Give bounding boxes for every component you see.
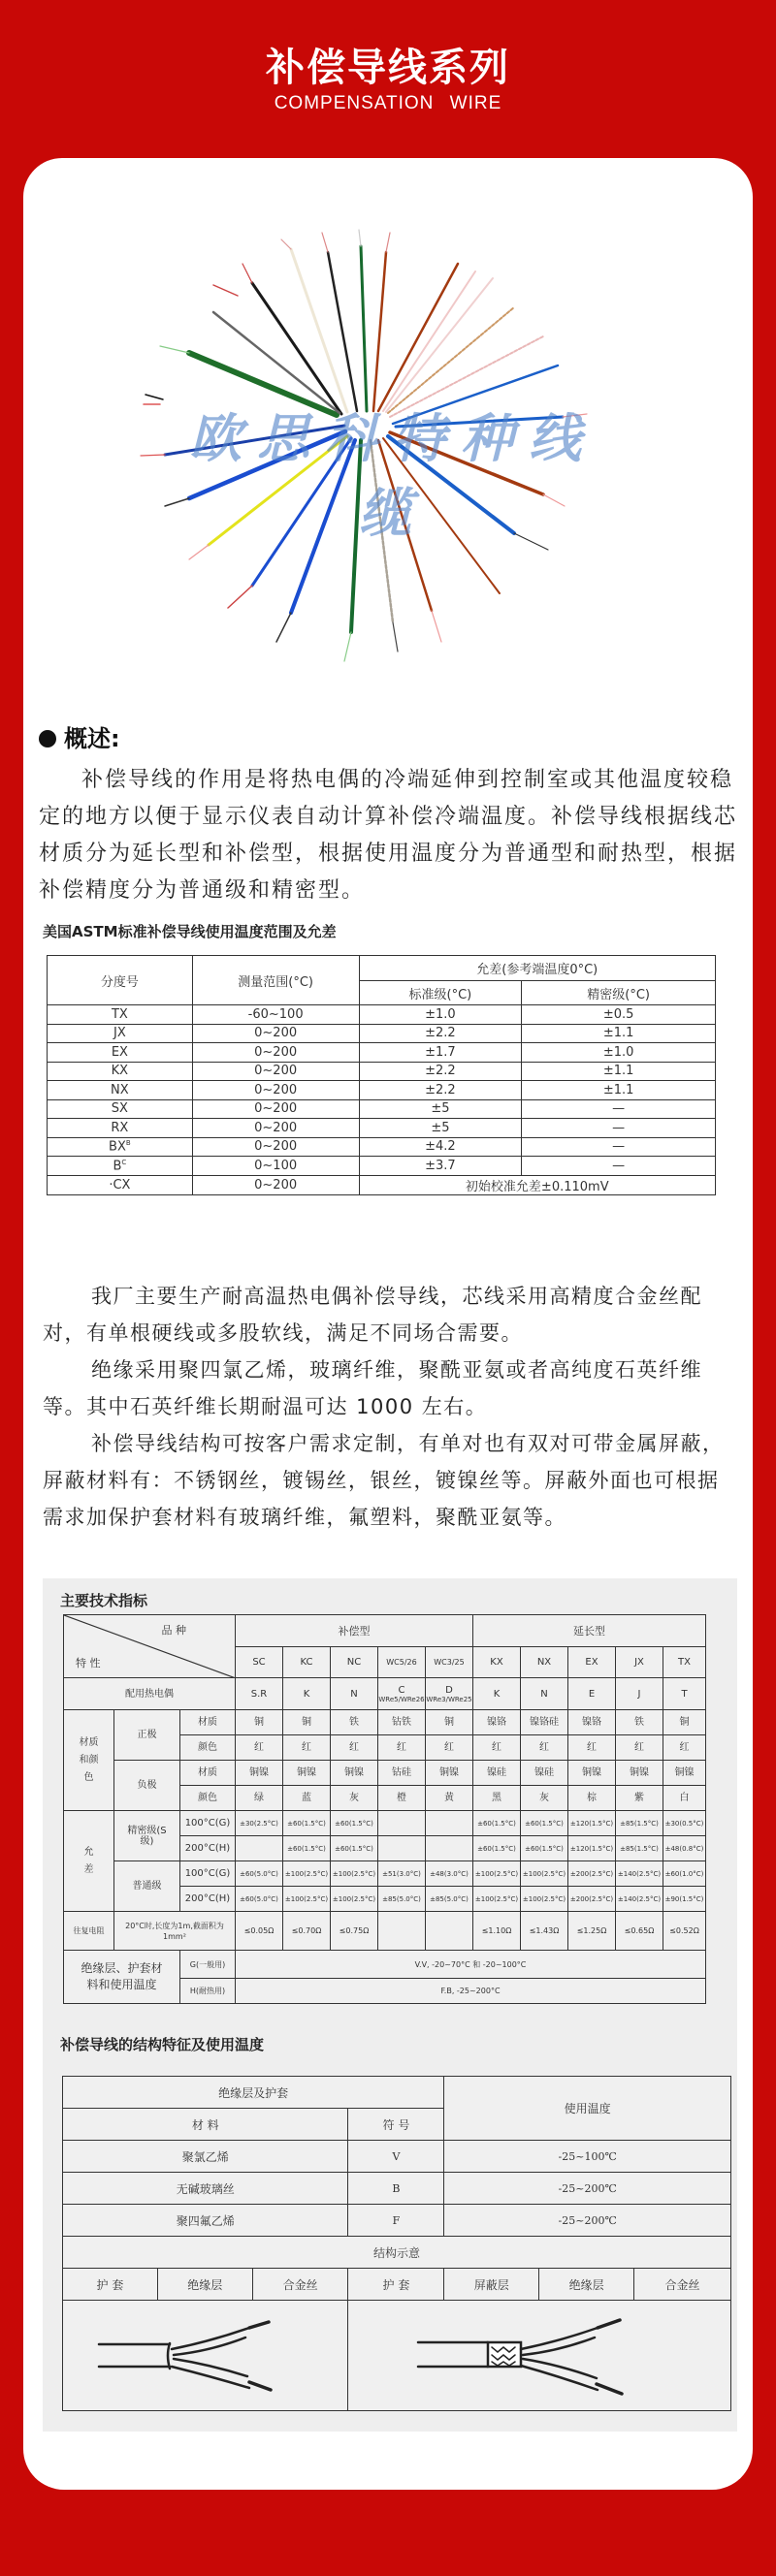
shielded-cable-diagram	[348, 2301, 731, 2411]
table-row: 无碱玻璃丝 B -25~200℃	[63, 2173, 731, 2205]
page-title: 补偿导线系列	[266, 46, 510, 90]
table-row: EX 0~200 ±1.7 ±1.0	[48, 1043, 716, 1063]
table-row: SX 0~200 ±5 —	[48, 1099, 716, 1119]
overview-heading-text: 概述:	[64, 725, 120, 752]
table-row: TX -60~100 ±1.0 ±0.5	[48, 1005, 716, 1025]
cable-drawing-icon	[65, 2301, 346, 2407]
struct-table: 绝缘层及护套 使用温度 材 料 符 号 聚氯乙烯 V -25~100℃ 无碱玻璃丝 B -25~200℃ 聚四氟乙烯 F -25~200℃ 结构示意 护 套 绝缘层 合金丝 护 套 屏蔽层 绝缘层 合金丝	[62, 2076, 731, 2411]
table-row: $B^C$ 0~100 ±3.7 —	[48, 1157, 716, 1176]
thermocouple-label: 配用热电偶	[64, 1678, 236, 1710]
table-row: $BX^B$ 0~200 ±4.2 —	[48, 1137, 716, 1157]
group-compensation: 补偿型	[236, 1615, 473, 1647]
header-tolerance: 允差(参考端温度0°C)	[359, 956, 715, 981]
table-row: JX 0~200 ±2.2 ±1.1	[48, 1024, 716, 1043]
table-row: NX 0~200 ±2.2 ±1.1	[48, 1081, 716, 1100]
diagram-header: 结构示意	[63, 2237, 731, 2269]
table-row: 聚氯乙烯 V -25~100℃	[63, 2141, 731, 2173]
astm-table-title: 美国ASTM标准补偿导线使用温度范围及允差	[43, 923, 337, 940]
tolerance-label: 允差	[64, 1811, 114, 1912]
insulation-header: 绝缘层及护套	[63, 2077, 444, 2109]
spec-table: 品 种 特 性 补偿型 延长型 SC KC NC WC5/26 WC3/25 KX NX EX JX TX 配用热电偶 S.R K N C WRe5/WRe26 D WRe3/WRe25 K N E J T 材质和颜色 正极 材质 铜 铜 铁 钴铁 铜 镍铬 镍铬硅 镍铬 铁 铜 颜色 红 红 红 红 红 红 红 红 红 红 负极 材质 铜镍 铜镍 铜镍 钴硅 铜镍 镍硅 镍硅 铜镍 铜镍 铜镍 颜色 绿 蓝 灰 橙 黄 黑 灰 棕 紫 白 允差 精密级(S级) 100°C(G) ±30(2.5°C) ±60(1.5°C) ±60(1.5°C) ±60(1.5°C) ±60(1.5°C) ±120(1.5°C) ±85(1.5°C) ±30(0.5°C) 200°C(H) ±60(1.5°C) ±60(1.5°C) ±60(1.5°C) ±60(1.5°C) ±120(1.5°C) ±85(1.5°C) ±48(0.8°C) 普通级 100°C(G) ±60(5.0°C) ±100(2.5°C) ±100(2.5°C) ±51(3.0°C) ±48(3.0°C) ±100(2.5°C) ±100(2.5°C) ±200(2.5°C) ±140(2.5°C) ±60(1.0°C) 200°C(H) ±60(5.0°C) ±100(2.5°C) ±100(2.5°C) ±85(5.0°C) ±85(5.0°C) ±100(2.5°C) ±100(2.5°C) ±200(2.5°C) ±140(2.5°C) ±90(1.5°C) 往复电阻 20°C时,长度为1m,截面积为1mm² ≤0.05Ω ≤0.70Ω ≤0.75Ω ≤1.10Ω ≤1.43Ω ≤1.25Ω ≤0.65Ω ≤0.52Ω 绝缘层、护套材料和使用温度 G(一般用) V.V, -20~70°C 和 -20~100°C H(耐热用) F.B, -25~200°C	[63, 1614, 706, 2004]
page-subtitle: COMPENSATION WIRE	[274, 93, 502, 113]
paragraph-structure: 补偿导线结构可按客户需求定制，有单对也有双对可带金属屏蔽，屏蔽材料有：不锈钢丝，镀锡丝，银丝，镀镍丝等。屏蔽外面也可根据需求加保护套材料有玻璃纤维，氟塑料，聚酰亚氨等。	[43, 1432, 725, 1529]
table-row: KX 0~200 ±2.2 ±1.1	[48, 1062, 716, 1081]
watermark-text: 欧思科特种线缆	[189, 407, 597, 544]
header-range: 测量范围(°C)	[192, 956, 359, 1005]
table-row: 聚四氟乙烯 F -25~200℃	[63, 2205, 731, 2237]
shielded-cable-drawing-icon	[350, 2301, 728, 2407]
table-row: RX 0~200 ±5 —	[48, 1119, 716, 1138]
corner-header: 品 种 特 性	[64, 1615, 236, 1678]
spec-table-title: 主要技术指标	[60, 1592, 148, 1609]
table-row: ·CX 0~200 初始校准允差±0.110mV	[48, 1175, 716, 1194]
paragraph-production: 我厂主要生产耐高温热电偶补偿导线，芯线采用高精度合金丝配对，有单根硬线或多股软线，满足不同场合需要。	[43, 1285, 702, 1345]
struct-table-title: 补偿导线的结构特征及使用温度	[60, 2036, 265, 2053]
header-standard: 标准级(°C)	[359, 981, 522, 1005]
overview-heading	[39, 719, 120, 753]
astm-table	[47, 955, 716, 1195]
header-type: 分度号	[48, 956, 193, 1005]
header-precision: 精密级(°C)	[522, 981, 716, 1005]
material-color-label: 材质和颜色	[64, 1710, 114, 1811]
temp-header: 使用温度	[444, 2077, 731, 2141]
overview-body: 补偿导线的作用是将热电偶的冷端延伸到控制室或其他温度较稳定的地方以便于显示仪表自动计算补偿冷端温度。补偿导线根据线芯材质分为延长型和补偿型，根据使用温度分为普通型和耐热型，根据补偿精度分为普通级和精密型。	[39, 768, 738, 903]
bullet-icon	[39, 730, 56, 747]
unshielded-cable-diagram	[63, 2301, 348, 2411]
paragraph-insulation: 绝缘采用聚四氯乙烯，玻璃纤维，聚酰亚氨或者高纯度石英纤维等。其中石英纤维长期耐温可达 1000 左右。	[43, 1358, 702, 1418]
insulation-label: 绝缘层、护套材料和使用温度	[64, 1951, 180, 2004]
resistance-label: 往复电阻	[64, 1912, 114, 1951]
group-extension: 延长型	[473, 1615, 706, 1647]
